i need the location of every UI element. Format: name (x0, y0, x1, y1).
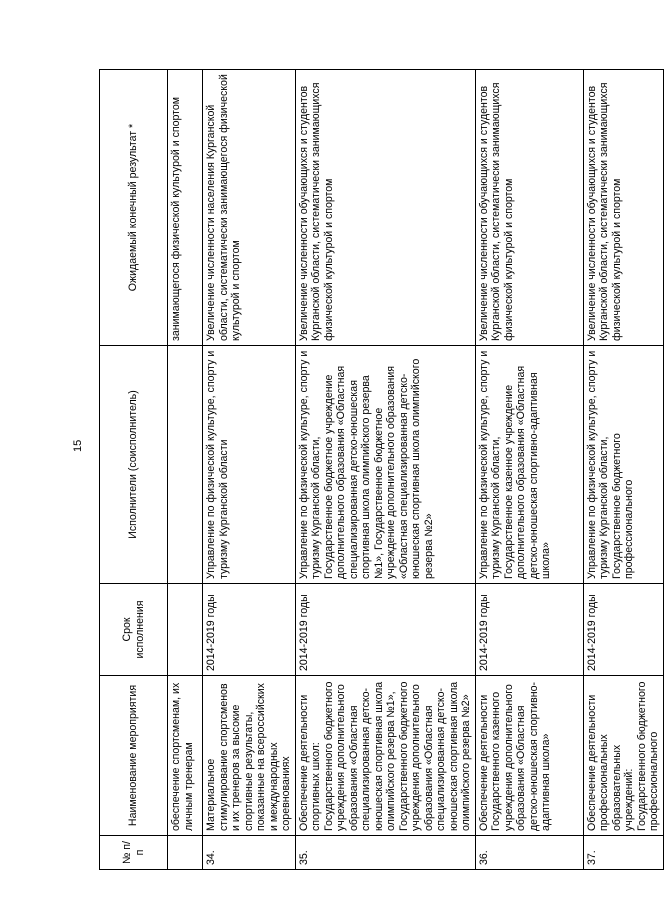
table-row (295, 70, 475, 870)
cell-executor (168, 346, 203, 584)
header-result: Ожидаемый конечный результат * (100, 70, 168, 346)
cell-num: 35. (295, 836, 475, 870)
cell-name: Обеспечение деятельности Государственного казенного учреждения дополнительного образования «Областная детско-юношеская спортивно-адаптивная школа» (475, 676, 583, 836)
table-row (203, 70, 296, 870)
cell-num (168, 836, 203, 870)
cell-term: 2014-2019 годы (295, 584, 475, 676)
measures-table (99, 69, 664, 870)
cell-name: обеспечение спортсменам, их личным тренерам (168, 676, 203, 836)
header-name: Наименование мероприятия (100, 676, 168, 836)
cell-executor: Управление по физической культуре, спорту и туризму Курганской области, Государственное казенное учреждение дополнительного образования «Областная детско-юношеская спортивно-адаптивная школа» (475, 346, 583, 584)
cell-result: Увеличение численности обучающихся и студентов Курганской области, систематически занимающихся физической культурой и спортом (583, 70, 663, 346)
table-row (475, 70, 583, 870)
cell-executor: Управление по физической культуре, спорту и туризму Курганской области, Государственное бюджетное учреждение дополнительного образования «Областная специализированная детско-юношеская спортивная школа олимпийского резерва №1», Государственное бюджетное учреждение дополнительного образования «Областная специализированная детско-юношеская спортивная школа олимпийского резерва №2» (295, 346, 475, 584)
cell-result: Увеличение численности обучающихся и студентов Курганской области, систематически занимающихся физической культурой и спортом (475, 70, 583, 346)
cell-name: Обеспечение деятельности профессиональных образовательных учреждений: Государственного бюджетного профессионального (583, 676, 663, 836)
cell-result: занимающегося физической культурой и спортом (168, 70, 203, 346)
cell-num: 34. (203, 836, 296, 870)
header-num: № п/п (100, 836, 168, 870)
header-executor: Исполнители (соисполнитель) (100, 346, 168, 584)
cell-term: 2014-2019 годы (583, 584, 663, 676)
cell-num: 36. (475, 836, 583, 870)
cell-num: 37. (583, 836, 663, 870)
rotated-page (99, 70, 660, 870)
page-number: 15 (72, 439, 84, 452)
table-header-row (100, 70, 168, 870)
cell-term (168, 584, 203, 676)
cell-name: Материальное стимулирование спортсменов и их тренеров за высокие спортивные результаты, показанные на всероссийских и международных соревнованиях (203, 676, 296, 836)
table-row-continuation (168, 70, 203, 870)
cell-term: 2014-2019 годы (475, 584, 583, 676)
cell-executor: Управление по физической культуре, спорту и туризму Курганской области (203, 346, 296, 584)
table-row (583, 70, 663, 870)
cell-term: 2014-2019 годы (203, 584, 296, 676)
cell-result: Увеличение численности обучающихся и студентов Курганской области, систематически занимающихся физической культурой и спортом (295, 70, 475, 346)
header-term: Срок исполнения (100, 584, 168, 676)
cell-result: Увеличение численности населения Курганской области, систематически занимающегося физической культурой и спортом (203, 70, 296, 346)
cell-name: Обеспечение деятельности спортивных школ: Государственного бюджетного учреждения дополнительного образования «Областная специализированная детско-юношеская спортивная школа олимпийского резерва №1», Государственного бюджетного учреждения дополнительного образования «Областная специализированная детско-юношеская спортивная школа олимпийского резерва №2» (295, 676, 475, 836)
cell-executor: Управление по физической культуре, спорту и туризму Курганской области, Государственное бюджетного профессионального (583, 346, 663, 584)
